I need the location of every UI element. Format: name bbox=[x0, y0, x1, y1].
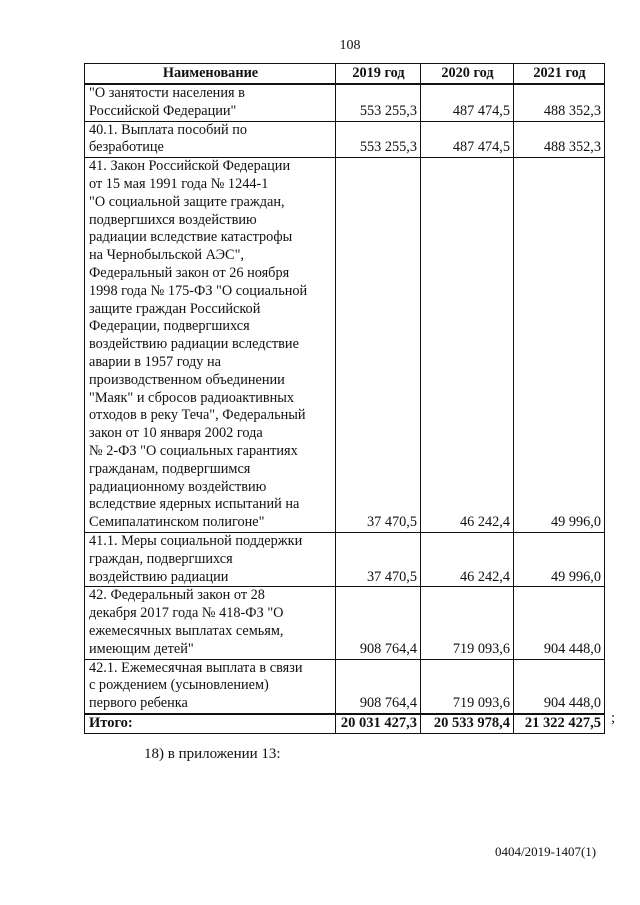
table-body bbox=[85, 84, 605, 733]
row-name-cell bbox=[85, 659, 336, 714]
row-name-line: "О социальной защите граждан, bbox=[89, 193, 285, 210]
total-row bbox=[85, 714, 605, 733]
row-name-line: производственном объединении bbox=[89, 371, 285, 388]
row-name-line: воздействию радиации bbox=[89, 568, 229, 585]
row-name-line: безработице bbox=[89, 139, 164, 156]
value-2019-cell: 37 470,5 bbox=[336, 158, 421, 533]
paragraph-18: 18) в приложении 13: bbox=[144, 746, 281, 762]
row-name-line: аварии в 1957 году на bbox=[89, 353, 222, 370]
value-2019-cell: 37 470,5 bbox=[336, 532, 421, 586]
row-name-line: декабря 2017 года № 418-ФЗ "О bbox=[89, 605, 284, 622]
row-name-line: радиации вследствие катастрофы bbox=[89, 229, 293, 246]
header-2019: 2019 год bbox=[336, 64, 421, 85]
row-name-line: "Маяк" и сбросов радиоактивных bbox=[89, 389, 295, 406]
total-label: Итого: bbox=[85, 714, 336, 733]
value-2019-cell: 908 764,4 bbox=[336, 659, 421, 714]
table-header-row bbox=[85, 64, 605, 85]
value-2020-cell: 46 242,4 bbox=[421, 532, 514, 586]
row-name-line: гражданам, подвергшимся bbox=[89, 460, 251, 477]
value-2019-cell: 553 255,3 bbox=[336, 121, 421, 158]
row-name-cell bbox=[85, 587, 336, 659]
row-name-line: Семипалатинском полигоне" bbox=[89, 514, 265, 531]
value-2019-cell: 908 764,4 bbox=[336, 587, 421, 659]
row-name-line: вследствие ядерных испытаний на bbox=[89, 496, 300, 513]
row-name-line: 42. Федеральный закон от 28 bbox=[89, 587, 265, 604]
row-name-line: 41.1. Меры социальной поддержки bbox=[89, 532, 303, 549]
value-2020-cell: 487 474,5 bbox=[421, 84, 514, 121]
row-name-line: на Чернобыльской АЭС", bbox=[89, 247, 244, 264]
row-name-line: первого ребенка bbox=[89, 695, 188, 712]
row-name-line: отходов в реку Теча", Федеральный bbox=[89, 407, 306, 424]
row-name-line: подвергшихся воздействию bbox=[89, 211, 257, 228]
value-2020-cell: 719 093,6 bbox=[421, 659, 514, 714]
total-2019-cell: 20 031 427,3 bbox=[336, 714, 421, 733]
document-code: 0404/2019-1407(1) bbox=[495, 844, 597, 859]
row-name-line: воздействию радиации вследствие bbox=[89, 336, 299, 353]
page-number: 108 bbox=[339, 38, 361, 53]
row-name-cell bbox=[85, 532, 336, 586]
header-2021: 2021 год bbox=[514, 64, 605, 85]
row-name-cell bbox=[85, 158, 336, 533]
row-name-cell bbox=[85, 121, 336, 158]
row-name-line: Федерации, подвергшихся bbox=[89, 318, 250, 335]
value-2021-cell: 904 448,0 bbox=[514, 587, 605, 659]
row-name-line: 1998 года № 175-ФЗ "О социальной bbox=[89, 282, 308, 299]
row-name-line: 42.1. Ежемесячная выплата в связи bbox=[89, 659, 303, 676]
row-name-line: ежемесячных выплатах семьям, bbox=[89, 622, 284, 639]
row-name-line: Российской Федерации" bbox=[89, 102, 237, 119]
table-row bbox=[85, 587, 605, 659]
row-name-line: закон от 10 января 2002 года bbox=[89, 425, 263, 442]
value-2021-cell: 49 996,0 bbox=[514, 532, 605, 586]
header-name: Наименование bbox=[85, 64, 336, 85]
row-name-line: № 2-ФЗ "О социальных гарантиях bbox=[89, 442, 298, 459]
row-name-line: граждан, подвергшихся bbox=[89, 550, 233, 567]
value-2021-cell: 904 448,0 bbox=[514, 659, 605, 714]
table-row bbox=[85, 158, 605, 533]
row-name-line: "О занятости населения в bbox=[89, 85, 245, 101]
header-2020: 2020 год bbox=[421, 64, 514, 85]
table-row bbox=[85, 121, 605, 158]
row-name-line: имеющим детей" bbox=[89, 640, 194, 657]
total-2020-cell: 20 533 978,4 bbox=[421, 714, 514, 733]
value-2021-cell: 49 996,0 bbox=[514, 158, 605, 533]
row-name-line: защите граждан Российской bbox=[89, 300, 261, 317]
table-row bbox=[85, 84, 605, 121]
row-name-cell bbox=[85, 84, 336, 121]
row-name-line: от 15 мая 1991 года № 1244-1 bbox=[89, 175, 269, 192]
row-name-line: 40.1. Выплата пособий по bbox=[89, 121, 248, 138]
table-row bbox=[85, 659, 605, 714]
budget-table bbox=[84, 63, 605, 734]
row-name-line: 41. Закон Российской Федерации bbox=[89, 158, 291, 175]
table-row bbox=[85, 532, 605, 586]
row-name-line: с рождением (усыновлением) bbox=[89, 677, 269, 694]
total-2021-cell: 21 322 427,5 bbox=[514, 714, 605, 733]
value-2021-cell: 488 352,3 bbox=[514, 121, 605, 158]
row-name-line: радиационному воздействию bbox=[89, 478, 267, 495]
row-name-line: Федеральный закон от 26 ноября bbox=[89, 264, 290, 281]
value-2019-cell: 553 255,3 bbox=[336, 84, 421, 121]
trailing-semicolon: ; bbox=[611, 710, 616, 726]
value-2020-cell: 719 093,6 bbox=[421, 587, 514, 659]
value-2020-cell: 46 242,4 bbox=[421, 158, 514, 533]
value-2021-cell: 488 352,3 bbox=[514, 84, 605, 121]
value-2020-cell: 487 474,5 bbox=[421, 121, 514, 158]
